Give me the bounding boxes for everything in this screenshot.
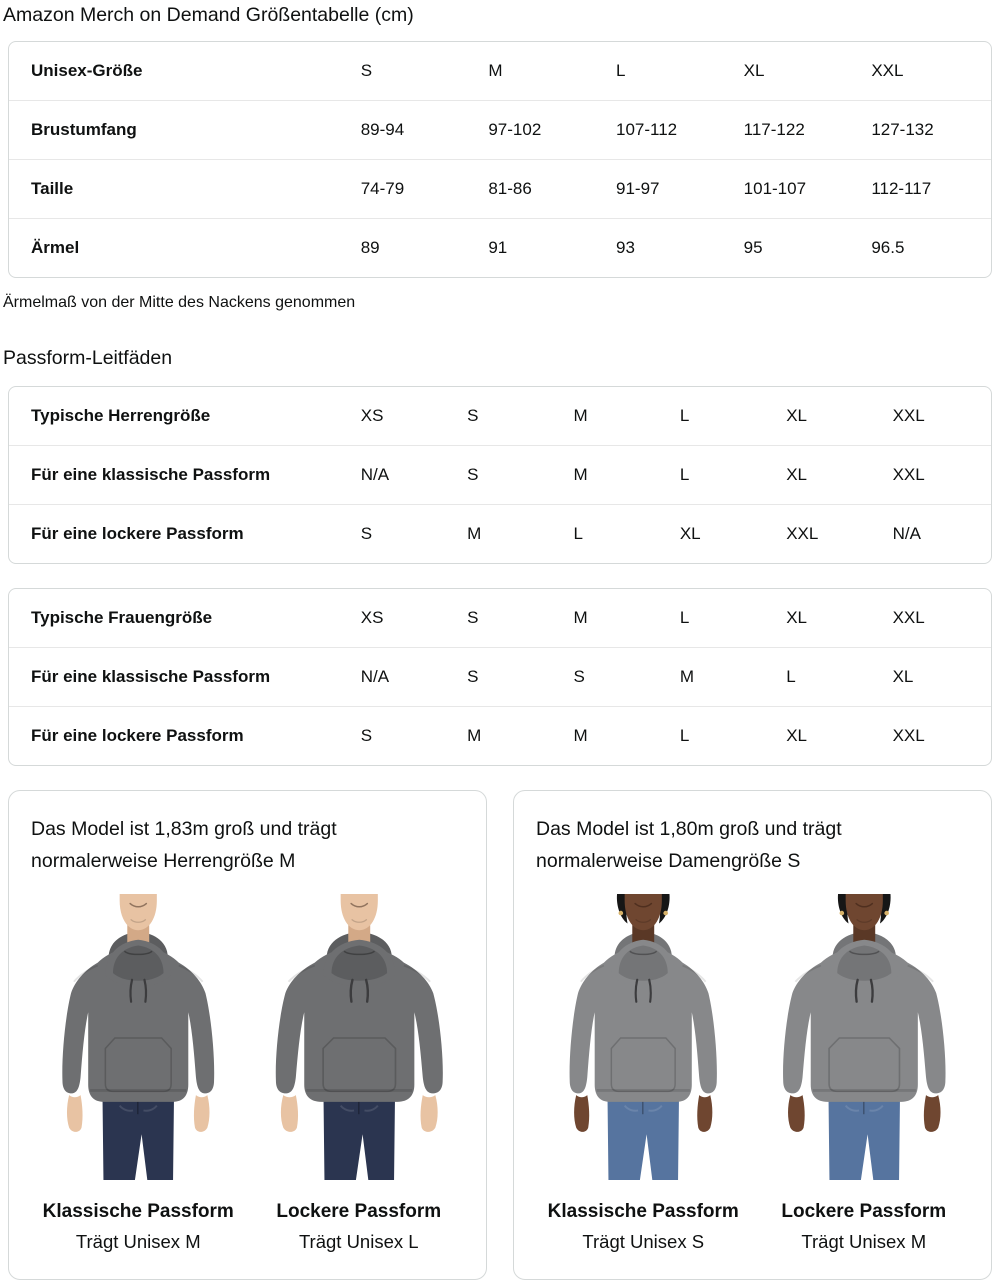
fit-label: Lockere Passform (276, 1201, 442, 1222)
size-cell: L (565, 505, 671, 564)
size-cell: 81-86 (480, 160, 608, 219)
model-description: Das Model ist 1,83m groß und trägt normalerweise Herrengröße M (31, 818, 337, 872)
model-description: Das Model ist 1,80m groß und trägt normalerweise Damengröße S (536, 818, 842, 872)
size-label: Trägt Unisex L (298, 1231, 419, 1252)
model-card-women (513, 790, 992, 1280)
model-photos (31, 887, 466, 1253)
page-title: Amazon Merch on Demand Größentabelle (cm) (3, 4, 414, 26)
size-cell: XS (360, 608, 384, 627)
table-row (9, 589, 991, 648)
sleeve-measure-note: Ärmelmaß von der Mitte des Nackens genommen (3, 294, 356, 311)
size-cell: S (467, 608, 479, 627)
size-cell: XXL (885, 446, 991, 505)
size-cell: M (573, 608, 588, 627)
size-cell: 91 (480, 219, 608, 278)
size-cell: S (467, 406, 479, 425)
row-label: Für eine lockere Passform (9, 505, 353, 564)
size-cell: S (565, 648, 671, 707)
figure-classic-men (31, 887, 246, 1253)
size-cell: M (459, 505, 565, 564)
size-cell: XL (885, 648, 991, 707)
size-cell: 95 (736, 219, 864, 278)
hoodie-model-photo (536, 887, 751, 1187)
table-row (9, 505, 991, 564)
size-cell: 96.5 (863, 219, 991, 278)
size-cell: 91-97 (608, 160, 736, 219)
size-cell: XXL (885, 707, 991, 766)
size-cell: XL (778, 707, 884, 766)
size-cell: L (679, 406, 690, 425)
row-label: Typische Herrengröße (31, 406, 211, 425)
size-cell: M (565, 446, 671, 505)
size-cell: 89-94 (353, 101, 481, 160)
size-cell: S (353, 505, 459, 564)
table-row (9, 101, 991, 160)
size-cell: L (679, 608, 690, 627)
size-cell: N/A (353, 648, 459, 707)
size-cell: XL (778, 446, 884, 505)
size-cell: 112-117 (863, 160, 991, 219)
fit-label: Klassische Passform (42, 1201, 234, 1222)
figure-classic-women (536, 887, 751, 1253)
table-row (9, 42, 991, 101)
size-cell: N/A (353, 446, 459, 505)
fit-label: Klassische Passform (547, 1201, 739, 1222)
hoodie-model-photo (252, 887, 467, 1187)
size-cell: XXL (871, 61, 904, 80)
size-cell: XL (786, 406, 807, 425)
table-row (9, 446, 991, 505)
size-cell: 74-79 (353, 160, 481, 219)
size-cell: 93 (608, 219, 736, 278)
size-cell: XL (743, 61, 765, 80)
size-cell: M (565, 707, 671, 766)
size-cell: L (616, 61, 626, 80)
size-cell: S (353, 707, 459, 766)
table-row (9, 387, 991, 446)
size-label: Trägt Unisex M (75, 1231, 201, 1252)
size-table (8, 41, 992, 278)
fit-guides-title: Passform-Leitfäden (3, 347, 173, 369)
table-row (9, 707, 991, 766)
model-card-men (8, 790, 487, 1280)
size-cell: L (672, 707, 778, 766)
hoodie-model-photo (757, 887, 972, 1187)
size-cell: 127-132 (863, 101, 991, 160)
size-label: Trägt Unisex S (582, 1231, 705, 1252)
size-cell: L (672, 446, 778, 505)
size-cell: M (573, 406, 588, 425)
model-photos (536, 887, 971, 1253)
women-fit-table (8, 588, 992, 766)
fit-label: Lockere Passform (781, 1201, 947, 1222)
row-label: Typische Frauengröße (31, 608, 213, 627)
size-cell: M (488, 61, 503, 80)
hoodie-model-photo (31, 887, 246, 1187)
size-cell: XXL (778, 505, 884, 564)
size-cell: 97-102 (480, 101, 608, 160)
size-cell: M (459, 707, 565, 766)
row-label: Für eine klassische Passform (9, 648, 353, 707)
figure-loose-men (252, 887, 467, 1253)
row-label: Unisex-Größe (31, 61, 143, 80)
row-label: Ärmel (9, 219, 353, 278)
table-row (9, 648, 991, 707)
table-row (9, 219, 991, 278)
size-cell: 107-112 (608, 101, 736, 160)
row-label: Taille (9, 160, 353, 219)
model-cards-row (8, 790, 992, 1280)
size-cell: S (459, 648, 565, 707)
size-cell: M (672, 648, 778, 707)
size-cell: XXL (892, 608, 925, 627)
size-cell: S (459, 446, 565, 505)
size-cell: 101-107 (736, 160, 864, 219)
figure-loose-women (757, 887, 972, 1253)
size-cell: 89 (353, 219, 481, 278)
row-label: Brustumfang (9, 101, 353, 160)
size-cell: XL (786, 608, 807, 627)
size-cell: XXL (892, 406, 925, 425)
size-cell: 117-122 (736, 101, 864, 160)
row-label: Für eine lockere Passform (9, 707, 353, 766)
size-label: Trägt Unisex M (801, 1231, 927, 1252)
table-row (9, 160, 991, 219)
row-label: Für eine klassische Passform (9, 446, 353, 505)
size-cell: XS (360, 406, 384, 425)
size-cell: S (360, 61, 373, 80)
men-fit-table (8, 386, 992, 564)
size-cell: XL (672, 505, 778, 564)
size-cell: N/A (885, 505, 991, 564)
size-cell: L (778, 648, 884, 707)
